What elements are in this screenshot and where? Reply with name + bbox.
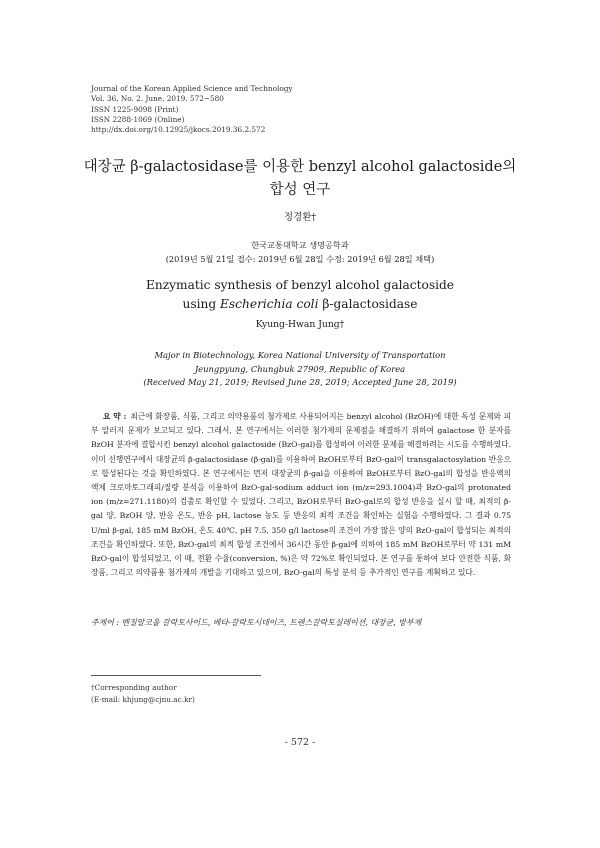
abstract-label: 요 약 :: [103, 412, 127, 421]
english-title-prefix: using: [182, 297, 221, 311]
korean-title-line2: 합성 연구: [269, 182, 331, 198]
species-name: Escherichia coli: [220, 297, 319, 311]
doi-link[interactable]: http://dx.doi.org/10.12925/jkocs.2019.36.2.572: [91, 125, 266, 135]
korean-title-line1: 대장균 β-galactosidase를 이용한 benzyl alcohol galactoside의: [83, 159, 517, 175]
journal-name: Journal of the Korean Applied Science and Technology: [91, 84, 293, 93]
korean-dates: (2019년 5월 21일 접수: 2019년 6월 28일 수정: 2019년 6월 28일 채택): [165, 254, 435, 264]
english-affiliation-line2: Jeungpyung, Chungbuk 27909, Republic of Korea: [194, 363, 406, 374]
english-title-suffix: β-galactosidase: [318, 297, 418, 311]
footnote-divider: [91, 675, 261, 676]
english-affiliation-line3: (Received May 21, 2019; Revised June 28, 2019; Accepted June 28, 2019): [143, 377, 457, 387]
english-affiliation-line1: Major in Biotechnology, Korea National University of Transportation: [154, 350, 446, 360]
issn-print: ISSN 1225-9098 (Print): [91, 104, 179, 114]
page-number: - 572 -: [284, 737, 316, 748]
english-title-line2: [0, 295, 600, 314]
english-affiliation: [0, 349, 600, 390]
korean-author: 정경환†: [283, 212, 317, 223]
journal-volume: Vol. 36, No. 2. June, 2019. 572~580: [91, 94, 224, 104]
footnote: [91, 682, 195, 706]
corresponding-author: †Corresponding author: [91, 683, 177, 692]
korean-institution: 한국교통대학교 생명공학과: [251, 240, 349, 250]
english-title-line1: Enzymatic synthesis of benzyl alcohol galactoside: [145, 278, 454, 292]
english-title: [0, 276, 600, 314]
issn-online: ISSN 2288-1069 (Online): [91, 114, 185, 124]
english-author: Kyung-Hwan Jung†: [255, 319, 345, 330]
author-email: (E-mail: khjung@cjnu.ac.kr): [91, 695, 195, 704]
korean-affiliation: [0, 238, 600, 266]
abstract: [91, 410, 511, 580]
abstract-text: 최근에 화장품, 식품, 그리고 의약용품의 첨가제로 사용되어지는 benzyl alcohol (BzOH)에 대한 독성 문제와 피부 알러지 문제가 보고되고 있다. 그래서, 본 연구에서는 이러한 첨가제의 문제점을 해결하기 위하여 galactose 한 분자를 BzOH 분자에 결합시킨 benzyl alcohol galactoside (BzO-gal)를 합성하여 이러한 문제를 해결하려는 시도를 수행하였다. 이미 선행연구에서 대장균의 β-galactosidase (β-gal)를 이용하여 BzOH로부터 BzO-gal이 transgalactosylation 반응으로 합성된다는 것을 확인하였다. 본 연구에서는 먼저 대장균의 β-gal을 이용하여 BzOH로부터 BzO-gal의 합성을 반응액의 액체 크로마토그래피/질량 분석을 이용하여 BzO-gal-sodium adduct ion (m/z=293.1004)과 BzO-gal의 protonated ion (m/z=271.1180)의 검출로 확인할 수 있었다. 그리고, BzOH로부터 BzO-gal로의 합성 반응을 실시 할 때, 최적의 β-gal 양, BzOH 양, 반응 온도, 반응 pH, lactose 농도 등 반응의 최적 조건을 확인하는 실험을 수행하였다. 그 결과 0.75 U/ml β-gal, 185 mM BzOH, 온도 40℃, pH 7.5, 350 g/l lactose의 조건이 가장 많은 양의 BzO-gal이 합성되는 최적의 조건을 확인하였다. 또한, BzO-gal의 최적 합성 조건에서 36시간 동안 β-gal에 의하여 185 mM BzOH로부터 약 131 mM BzO-gal이 합성되었고, 이 때, 전환 수율(conversion, %)은 약 72%로 확인되었다. 본 연구를 통하여 보다 안전한 식품, 화장품, 그리고 의약품용 첨가제의 개발을 기대하고 있으며, BzO-gal의 특성 분석 등 추가적인 연구를 계획하고 있다.: [91, 412, 512, 578]
keywords: 주제어 : 벤질알코올 갈락토사이드, 베타-갈락토시데이즈, 트랜스갈락토실레이션, 대장균, 방부제: [91, 618, 422, 627]
korean-title: [0, 156, 600, 202]
journal-header: [91, 84, 293, 135]
